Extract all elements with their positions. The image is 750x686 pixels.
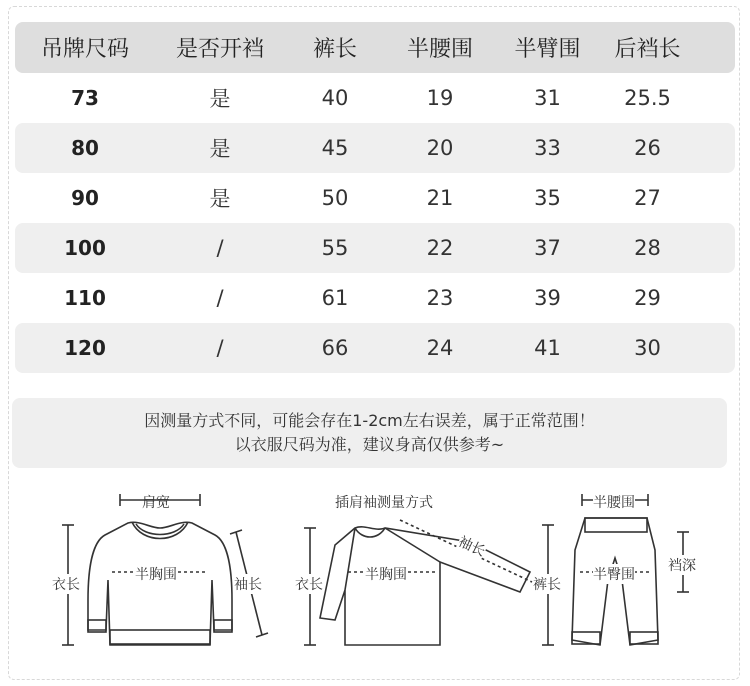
pants-waist-label: 半腰围 (593, 492, 635, 512)
cell-half-waist: 21 (426, 186, 454, 210)
cell-half-waist: 24 (426, 336, 454, 360)
cell-half-waist: 22 (426, 236, 454, 260)
raglan-chest-label: 半胸围 (365, 564, 407, 584)
cell-back-rise: 28 (634, 236, 661, 260)
measurement-diagrams (0, 480, 750, 680)
cell-half-hip: 35 (534, 186, 561, 210)
cell-open-crotch: 是 (209, 137, 231, 161)
cell-half-hip: 31 (534, 86, 561, 110)
note-line-1: 因测量方式不同，可能会存在1-2cm左右误差，属于正常范围！ (144, 411, 595, 430)
cell-back-rise: 25.5 (624, 86, 671, 110)
cell-back-rise: 26 (634, 136, 661, 160)
sweater-chest-label: 半胸围 (135, 564, 177, 584)
sweater-shoulder-label: 肩宽 (142, 495, 170, 511)
size-table (15, 22, 735, 373)
cell-size: 110 (64, 286, 106, 310)
table-row (15, 273, 735, 323)
cell-pants-length: 61 (321, 286, 349, 310)
table-row (15, 173, 735, 223)
cell-half-hip: 41 (534, 336, 561, 360)
cell-size: 80 (71, 136, 99, 160)
cell-pants-length: 55 (321, 236, 349, 260)
cell-size: 120 (64, 336, 106, 360)
raglan-illustration (304, 520, 532, 645)
sweater-sleeve-label: 袖长 (234, 574, 262, 594)
pants-length-label: 裤长 (533, 574, 561, 594)
table-row (15, 73, 735, 123)
cell-open-crotch: / (216, 236, 224, 260)
header-size: 吊牌尺码 (40, 37, 129, 62)
sweater-length-label: 衣长 (52, 574, 80, 594)
cell-half-waist: 23 (426, 286, 454, 310)
cell-open-crotch: / (216, 336, 224, 360)
cell-back-rise: 27 (634, 186, 661, 210)
cell-back-rise: 29 (634, 286, 661, 310)
cell-size: 73 (71, 86, 99, 110)
cell-pants-length: 50 (321, 186, 349, 210)
header-back-rise: 后裆长 (614, 37, 681, 62)
header-pants-length: 裤长 (312, 37, 357, 62)
cell-open-crotch: 是 (209, 187, 231, 211)
header-half-waist: 半腰围 (406, 37, 473, 62)
header-open-crotch: 是否开裆 (175, 37, 264, 62)
cell-back-rise: 30 (634, 336, 661, 360)
cell-size: 90 (71, 186, 99, 210)
table-row (15, 123, 735, 173)
table-header (15, 22, 735, 73)
raglan-title: 插肩袖测量方式 (335, 495, 433, 511)
raglan-sleeve-label: 袖长 (455, 531, 489, 561)
header-half-hip: 半臂围 (514, 37, 581, 62)
note-line-2: 以衣服尺码为准，建议身高仅供参考~ (234, 435, 505, 454)
cell-half-waist: 19 (426, 86, 454, 110)
table-row (15, 323, 735, 373)
measurement-note (12, 398, 727, 468)
cell-size: 100 (64, 236, 106, 260)
cell-pants-length: 40 (321, 86, 349, 110)
cell-half-hip: 37 (534, 236, 561, 260)
raglan-length-label: 衣长 (295, 574, 323, 594)
pants-hip-label: 半臀围 (593, 564, 635, 584)
cell-half-hip: 33 (534, 136, 561, 160)
cell-half-waist: 20 (426, 136, 454, 160)
cell-half-hip: 39 (534, 286, 561, 310)
cell-pants-length: 66 (321, 336, 349, 360)
cell-open-crotch: 是 (209, 87, 231, 111)
cell-pants-length: 45 (321, 136, 349, 160)
table-row (15, 223, 735, 273)
pants-rise-label: 裆深 (668, 555, 696, 575)
cell-open-crotch: / (216, 286, 224, 310)
